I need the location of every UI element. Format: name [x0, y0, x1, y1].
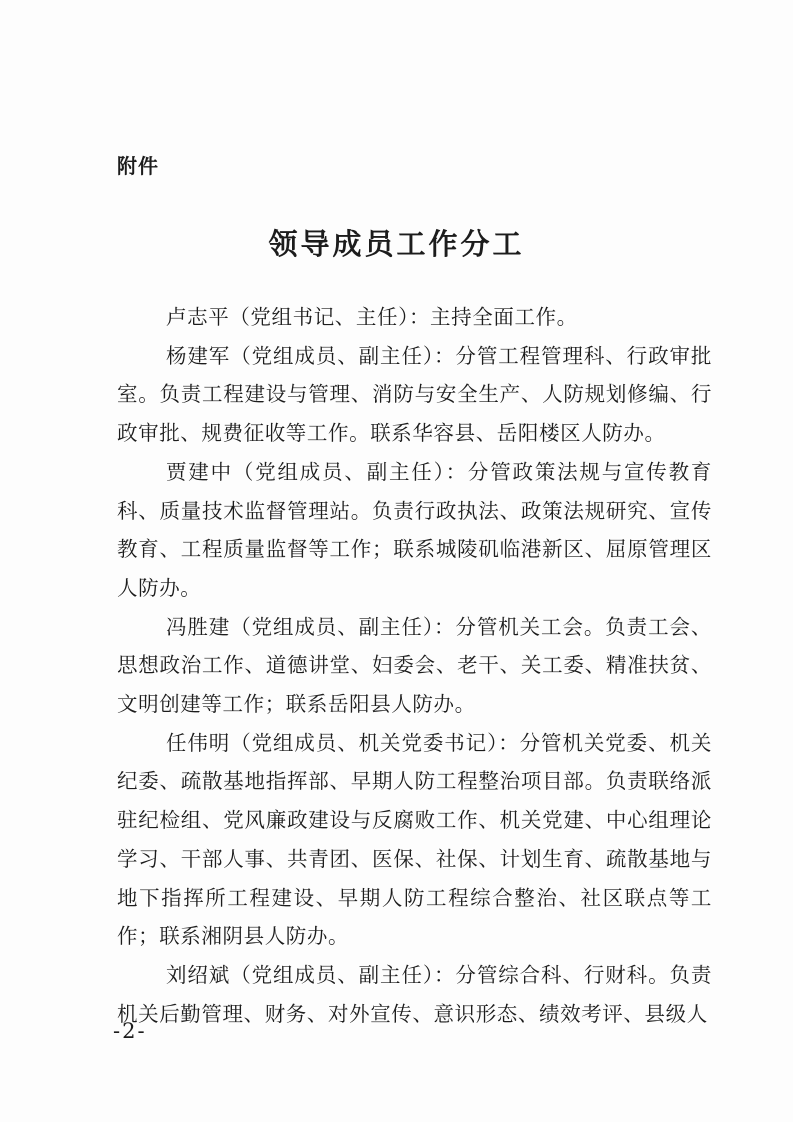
- paragraph-feng-shengjian: [117, 608, 712, 724]
- duty-text: （党组成员、副主任）：分管政策法规与宣传教育科、质量技术监督管理站。负责行政执法、政策法规研究、宣传教育、工程质量监督等工作；联系城陵矶临港新区、屈原管理区人防办。: [117, 459, 712, 600]
- leader-name: 卢志平: [166, 305, 230, 329]
- attachment-label: 附件: [117, 154, 159, 178]
- duty-text: （党组书记、主任）：主持全面工作。: [229, 305, 578, 329]
- paragraph-ren-weiming: [117, 724, 712, 956]
- leader-name: 冯胜建: [166, 614, 231, 639]
- leader-name: 贾建中: [166, 459, 233, 484]
- paragraph-jia-jianzhong: [117, 453, 712, 608]
- leader-name: 任伟明: [166, 730, 231, 755]
- paragraph-lu-zhiping: [117, 298, 712, 337]
- leader-name: 刘绍斌: [166, 962, 231, 987]
- paragraph-liu-shaobin: [117, 956, 712, 1033]
- duty-text: （党组成员、副主任）：分管综合科、行财科。负责机关后勤管理、财务、对外宣传、意识形态、绩效考评、县级人: [117, 962, 712, 1026]
- duty-text: （党组成员、机关党委书记）：分管机关党委、机关纪委、疏散基地指挥部、早期人防工程整治项目部。负责联络派驻纪检组、党风廉政建设与反腐败工作、机关党建、中心组理论学习、干部人事、共青团、医保、社保、计划生育、疏散基地与地下指挥所工程建设、早期人防工程综合整治、社区联点等工作；联系湘阴县人防办。: [117, 730, 712, 949]
- duty-text: （党组成员、副主任）：分管工程管理科、行政审批室。负责工程建设与管理、消防与安全生产、人防规划修编、行政审批、规费征收等工作。联系华容县、岳阳楼区人防办。: [117, 343, 712, 446]
- page-number: -2-: [113, 1019, 147, 1043]
- paragraph-yang-jianjun: [117, 337, 712, 453]
- document-body: [117, 298, 712, 1033]
- duty-text: （党组成员、副主任）：分管机关工会。负责工会、思想政治工作、道德讲堂、妇委会、老干、关工委、精准扶贫、文明创建等工作；联系岳阳县人防办。: [117, 614, 712, 717]
- leader-name: 杨建军: [166, 343, 231, 368]
- document-title: 领导成员工作分工: [268, 227, 525, 261]
